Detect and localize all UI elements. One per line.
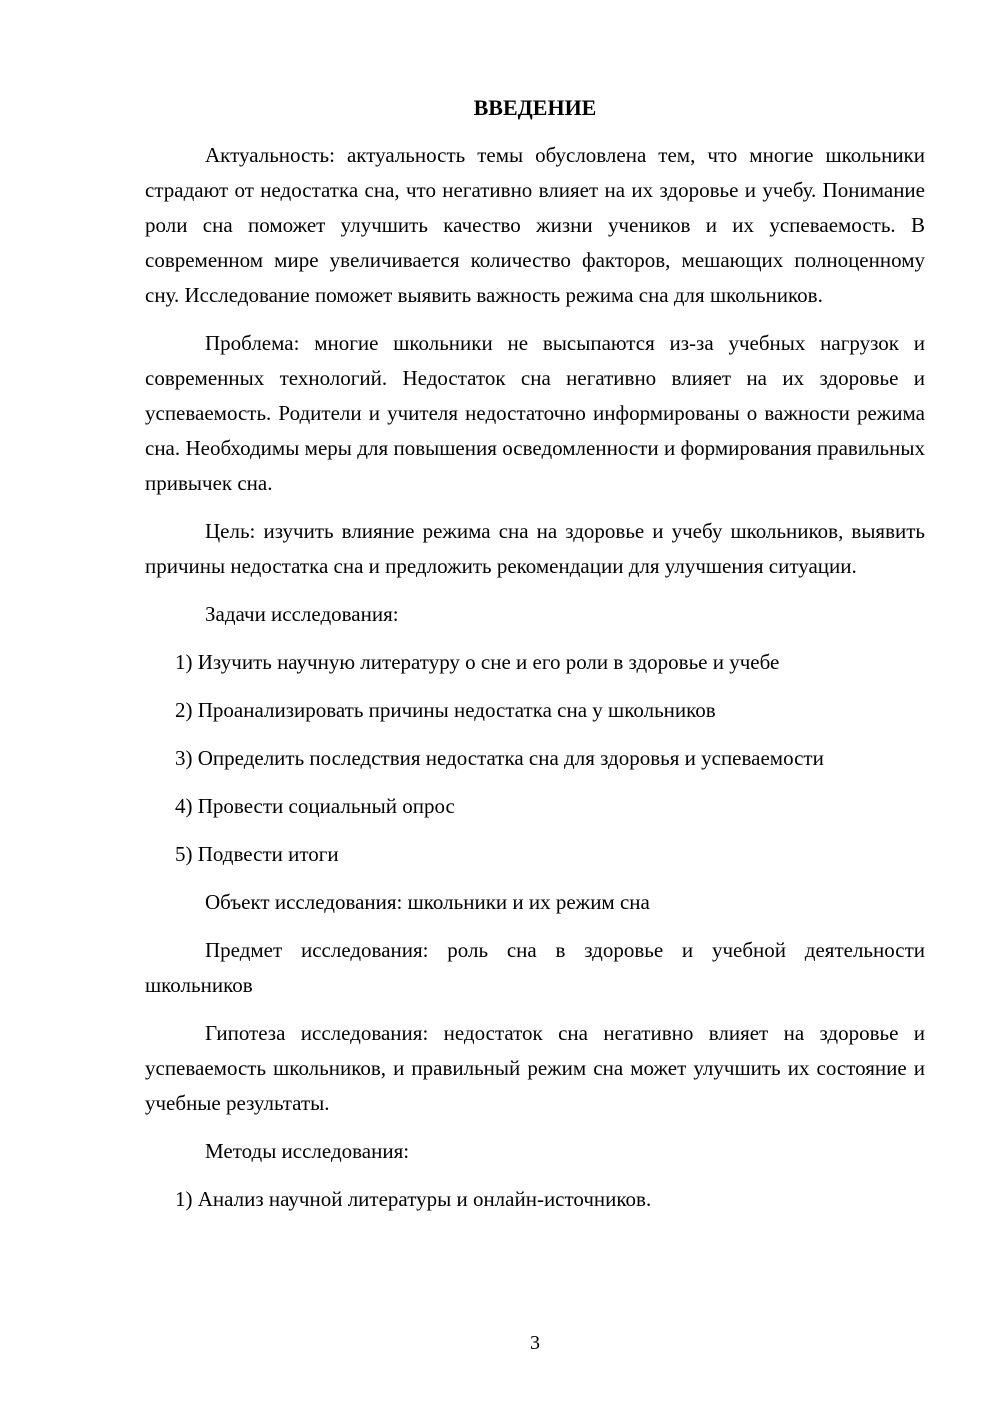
paragraph-problem: Проблема: многие школьники не высыпаются из-за учебных нагрузок и современных технологий. Недостаток сна негативно влияет на их здоровье и успеваемость. Родители и учителя недостаточно информированы о важности режима сна. Необходимы меры для повышения осведомленности и формирования правильных привычек сна.: [145, 331, 925, 495]
list-item-task-3: 3) Определить последствия недостатка сна для здоровья и успеваемости: [175, 746, 824, 770]
document-title: ВВЕДЕНИЕ: [473, 95, 597, 120]
list-item-task-1: 1) Изучить научную литературу о сне и его роли в здоровье и учебе: [175, 650, 780, 674]
paragraph-tasks-heading: Задачи исследования:: [205, 602, 399, 626]
paragraph-hypothesis: Гипотеза исследования: недостаток сна негативно влияет на здоровье и успеваемость школьников, и правильный режим сна может улучшить их состояние и учебные результаты.: [145, 1021, 925, 1115]
list-item-task-5: 5) Подвести итоги: [175, 842, 339, 866]
page-number: 3: [530, 1332, 540, 1354]
paragraph-methods-heading: Методы исследования:: [205, 1139, 410, 1163]
list-item-task-2: 2) Проанализировать причины недостатка сна у школьников: [175, 698, 716, 722]
list-item-method-1: 1) Анализ научной литературы и онлайн-источников.: [175, 1187, 652, 1211]
paragraph-goal: Цель: изучить влияние режима сна на здоровье и учебу школьников, выявить причины недостатка сна и предложить рекомендации для улучшения ситуации.: [145, 519, 925, 578]
paragraph-actuality: Актуальность: актуальность темы обусловлена тем, что многие школьники страдают от недостатка сна, что негативно влияет на их здоровье и учебу. Понимание роли сна поможет улучшить качество жизни учеников и их успеваемость. В современном мире увеличивается количество факторов, мешающих полноценному сну. Исследование поможет выявить важность режима сна для школьников.: [145, 143, 925, 307]
list-item-task-4: 4) Провести социальный опрос: [175, 794, 455, 818]
paragraph-subject: Предмет исследования: роль сна в здоровье и учебной деятельности школьников: [145, 938, 925, 997]
paragraph-object: Объект исследования: школьники и их режим сна: [205, 890, 650, 914]
